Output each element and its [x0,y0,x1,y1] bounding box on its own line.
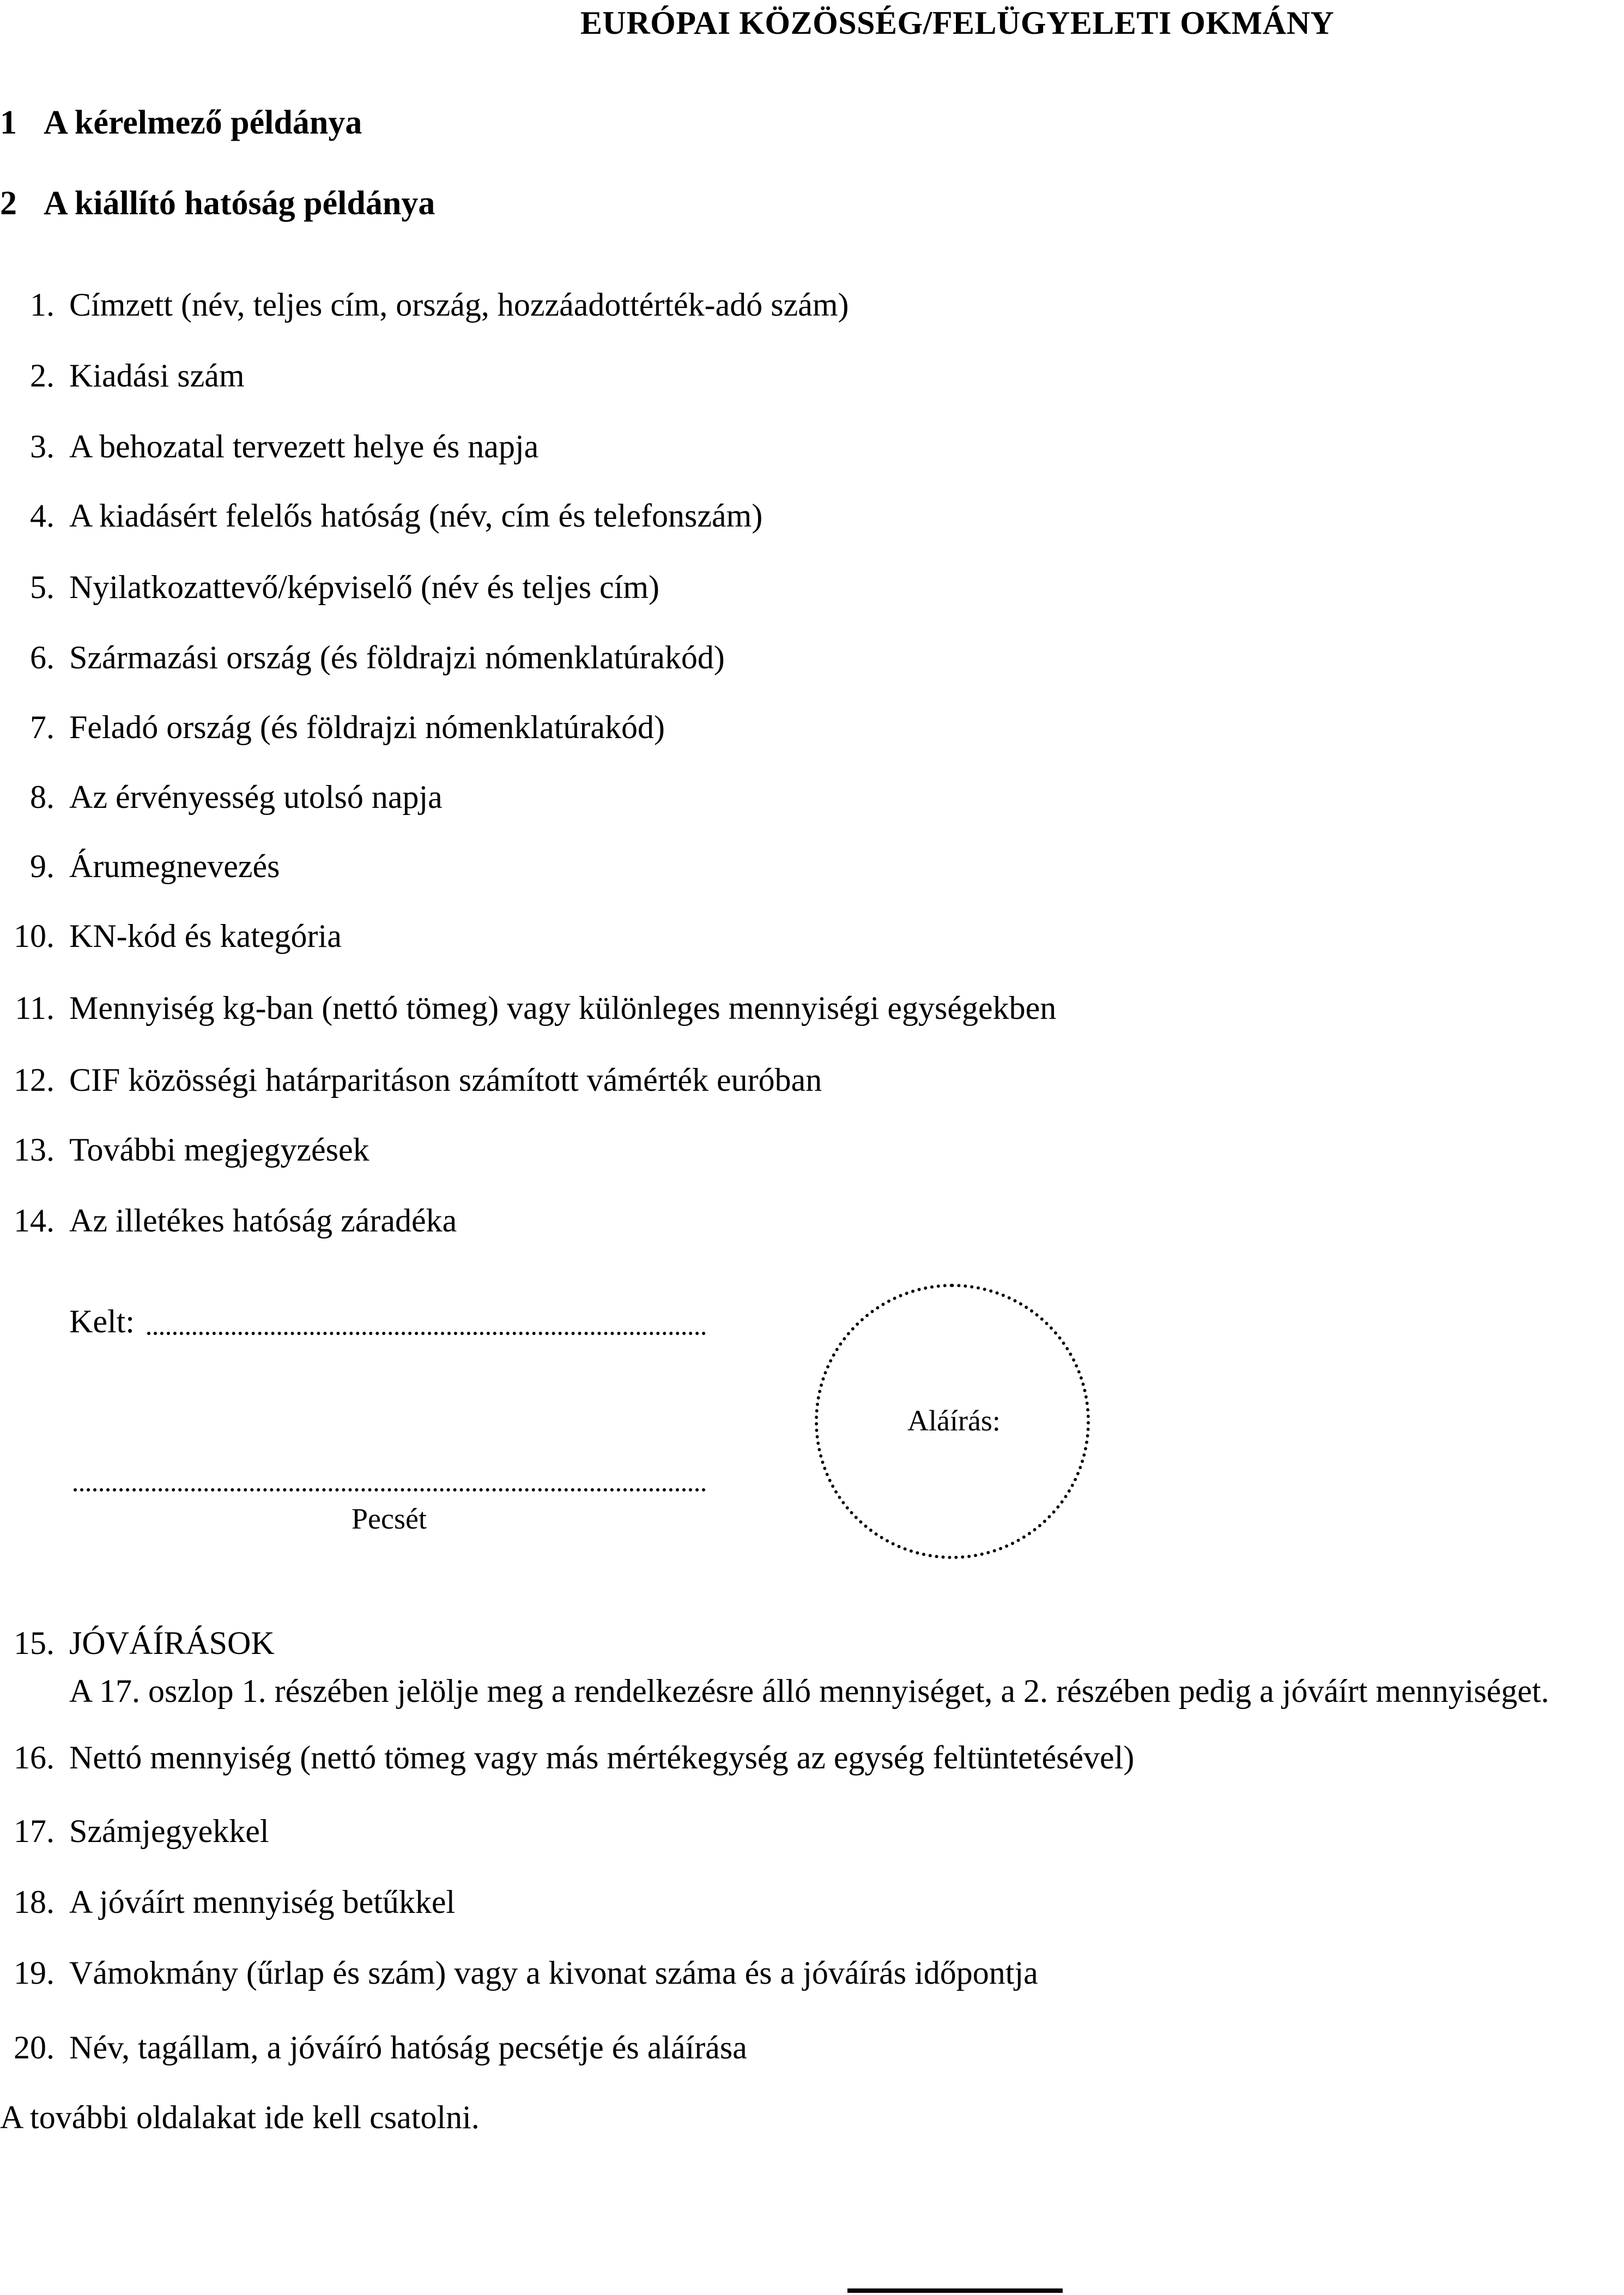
field-item-2: 2. Kiadási szám [30,358,245,394]
field-item-16: 16. Nettó mennyiség (nettó tömeg vagy más mértékegység az egység feltüntetésével) [14,1740,1135,1775]
stamp-label: Pecsét [352,1502,427,1535]
field-item-6: 6. Származási ország (és földrajzi nómenklatúrakód) [30,639,725,675]
field-item-17: 17. Számjegyekkel [14,1813,269,1849]
field-item-19: 19. Vámokmány (űrlap és szám) vagy a kivonat száma és a jóváírás időpontja [14,1955,1038,1991]
field-item-13: 13. További megjegyzések [14,1132,369,1168]
credits-instruction-note: A 17. oszlop 1. részében jelölje meg a rendelkezésre álló mennyiséget, a 2. részében pedig a jóváírt mennyiséget. [69,1673,1549,1709]
field-item-7: 7. Feladó ország (és földrajzi nómenklatúrakód) [30,709,665,745]
field-item-20: 20. Név, tagállam, a jóváíró hatóság pecsétje és aláírása [14,2030,747,2066]
copy-label-issuing-authority: 2 A kiállító hatóság példánya [0,185,435,222]
field-item-5: 5. Nyilatkozattevő/képviselő (név és teljes cím) [30,569,659,605]
date-dotted-line [147,1332,706,1335]
copy-label-applicant: 1 A kérelmező példánya [0,104,362,141]
date-label: Kelt: [69,1303,135,1339]
field-item-4: 4. A kiadásért felelős hatóság (név, cím és telefonszám) [30,498,763,534]
field-item-12: 12. CIF közösségi határparitáson számított vámérték euróban [14,1062,822,1098]
footer-note: A további oldalakat ide kell csatolni. [0,2099,480,2135]
field-item-15: 15. JÓVÁÍRÁSOK [14,1625,275,1661]
field-item-3: 3. A behozatal tervezett helye és napja [30,428,539,464]
field-item-8: 8. Az érvényesség utolsó napja [30,779,443,815]
signature-label: Aláírás: [907,1404,1001,1437]
field-item-10: 10. KN-kód és kategória [14,918,342,954]
field-item-9: 9. Árumegnevezés [30,848,280,884]
stamp-dotted-line [74,1488,706,1491]
footer-rule [847,2288,1063,2293]
field-item-11: 11. Mennyiség kg-ban (nettó tömeg) vagy különleges mennyiségi egységekben [15,990,1057,1026]
field-item-18: 18. A jóváírt mennyiség betűkkel [14,1884,456,1920]
field-item-1: 1. Címzett (név, teljes cím, ország, hozzáadottérték-adó szám) [30,287,849,323]
document-title: EURÓPAI KÖZÖSSÉG/FELÜGYELETI OKMÁNY [580,5,1335,41]
field-item-14: 14. Az illetékes hatóság záradéka [14,1203,457,1239]
